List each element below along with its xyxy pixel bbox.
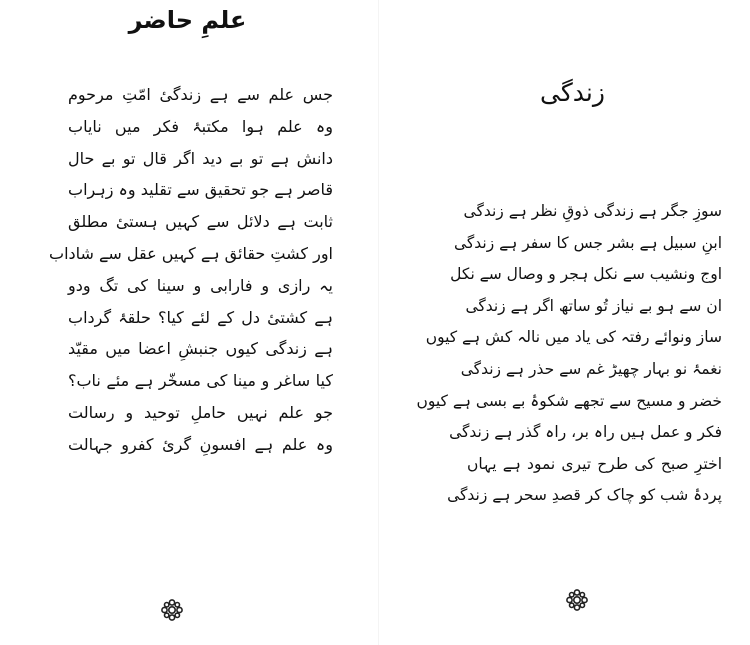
poem-line: قاصر ہے جو تحقیق سے تقلید وہ زہراب bbox=[68, 180, 333, 200]
poem-line: یہ رازی و فارابی و سینا کی تگ ودو bbox=[68, 275, 333, 295]
poem-line: اوج ونشیب سے نکل ہجر و وصال سے نکل bbox=[450, 265, 722, 284]
page-gutter bbox=[378, 0, 379, 645]
poem-line: ان سے ہو بے نیاز تُو ساتھ اگر ہے زندگی bbox=[465, 296, 722, 315]
poem-line: اخترِ صبح کی طرح تیری نمود ہے یہاں bbox=[467, 454, 722, 473]
poem-line: ساز ونوائے رفتہ کی یاد میں نالہ کش ہے کیوں bbox=[425, 328, 722, 347]
poem-line: ثابت ہے دلائل سے کہیں ہستیٔ مطلق bbox=[68, 212, 333, 232]
ornament-icon bbox=[565, 588, 589, 612]
poem-line: اور کشتِ حقائق ہے کہیں عقل سے شاداب bbox=[49, 243, 333, 263]
poem-line: وہ علم ہوا مکتبۂ فکر میں نایاب bbox=[68, 116, 333, 136]
poem-line: جس علم سے ہے زندگیٔ امّتِ مرحوم bbox=[68, 85, 333, 104]
poem-line: جو علم نہیں حاملِ توحید و رسالت bbox=[68, 402, 333, 422]
poem-line: پردۂ شب کو چاک کر قصدِ سحر ہے زندگی bbox=[447, 486, 722, 505]
poem-line: وہ علم ہے افسونِ گریٔ کفرو جہالت bbox=[68, 434, 333, 454]
left-poem bbox=[49, 79, 333, 461]
right-page-title: زندگی bbox=[540, 78, 605, 107]
poem-line: خضر و مسیح سے تجھے شکوۂ بے بسی ہے کیوں bbox=[416, 391, 722, 410]
right-page bbox=[395, 0, 750, 645]
poem-line: فکر و عمل ہیں راہ بر، راہ گذر ہے زندگی bbox=[449, 423, 722, 442]
right-poem bbox=[416, 196, 722, 512]
poem-line: کیا ساغر و مینا کی مسخّر ہے مئے ناب؟ bbox=[68, 371, 333, 391]
poem-line: نغمۂ نو بہار چھیڑ غم سے حذر ہے زندگی bbox=[460, 359, 722, 378]
poem-line: ابنِ سبیل ہے بشر جس کا سفر ہے زندگی bbox=[454, 233, 722, 252]
poem-line: دانش ہے تو بے دید اگر قال تو بے حال bbox=[68, 148, 333, 168]
poem-line: ہے کشتیٔ دل کے لئے کیا؟ حلقۂ گرداب bbox=[68, 307, 333, 327]
left-page-title: علمِ حاضر bbox=[128, 6, 247, 34]
poem-line: سوزِ جگر ہے زندگی ذوقِ نظر ہے زندگی bbox=[463, 202, 722, 220]
poem-line: ہے زندگی کیوں جنبشِ اعضا میں مقیّد bbox=[68, 339, 333, 359]
ornament-icon bbox=[160, 598, 184, 622]
